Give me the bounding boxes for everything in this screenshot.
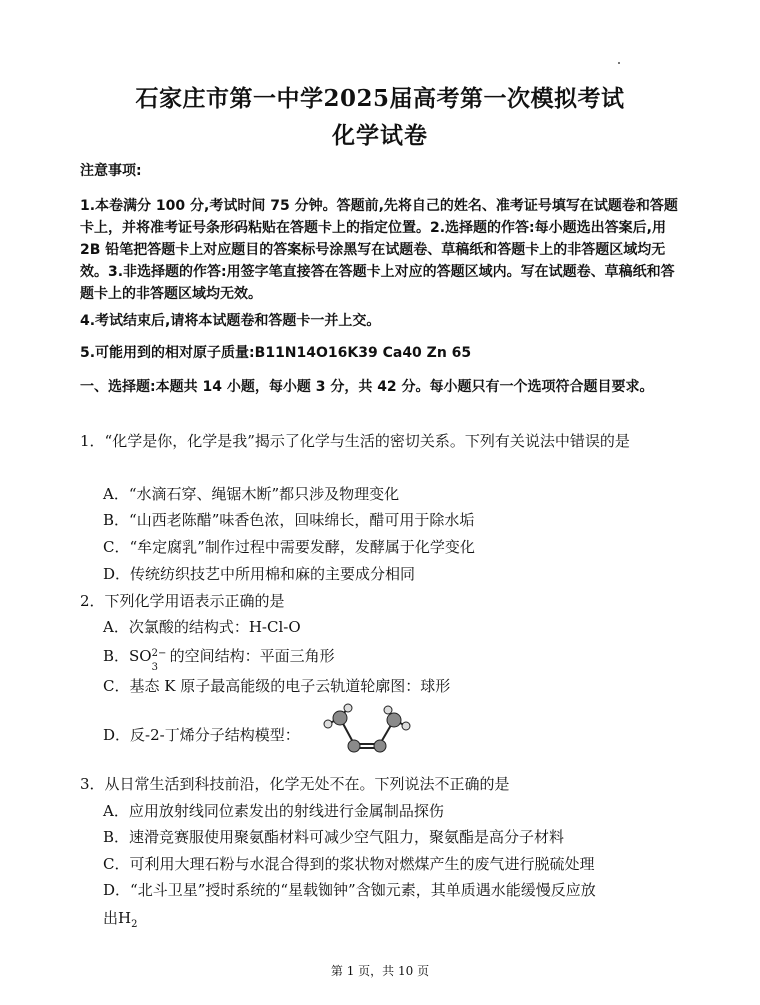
section-heading: 一、选择题:本题共 14 小题，每小题 3 分，共 42 分。每小题只有一个选项符合题目要求。 xyxy=(80,379,654,395)
hydrogen-formula: H xyxy=(118,909,132,927)
option-b-suffix: 的空间结构：平面三角形 xyxy=(169,647,335,665)
question-1-option-b: B．“山西老陈醋”味香色浓，回味绵长，醋可用于除水垢 xyxy=(103,511,475,529)
hydrogen-atom xyxy=(384,706,392,714)
exam-title: 石家庄市第一中学2025届高考第一次模拟考试 xyxy=(135,85,625,112)
page-footer: 第 1 页，共 10 页 xyxy=(330,964,430,978)
hydrogen-atom xyxy=(344,704,352,712)
question-3-option-b: B．速滑竞赛服使用聚氨酯材料可减少空气阻力，聚氨酯是高分子材料 xyxy=(103,828,565,846)
question-1-option-a: A．“水滴石穿、绳锯木断”都只涉及物理变化 xyxy=(103,485,400,503)
question-2-option-d: D．反-2-丁烯分子结构模型： xyxy=(103,726,300,744)
exam-subject: 化学试卷 xyxy=(332,122,428,149)
carbon-atom xyxy=(333,711,347,725)
carbon-atom xyxy=(374,740,386,752)
question-3-option-a: A．应用放射线同位素发出的射线进行金属制品探伤 xyxy=(103,802,444,820)
notice-heading: 注意事项: xyxy=(80,163,142,179)
notice-item-1: 1.本卷满分 100 分,考试时间 75 分钟。答题前,先将自己的姓名、准考证号填写在试题卷和答题卡上，并将准考证号条形码粘贴在答题卡上的指定位置。2.选择题的作答:每小题选出答案后,用 2B 铅笔把答题卡上对应题目的答案标号涂黑写在试题卷、草稿纸和答题卡上的非答题区域均无效。3.非选择题的作答:用签字笔直接答在答题卡上对应的答题区域内。写在试题卷、草稿纸和答题卡上的非答题区域均无效。 xyxy=(80,198,678,302)
sulfite-subscript: 3 xyxy=(151,662,158,673)
question-2-option-a: A．次氯酸的结构式：H-Cl-O xyxy=(103,618,301,636)
option-d-prefix: 出 xyxy=(103,909,119,927)
sulfite-indices xyxy=(151,648,170,673)
option-b-prefix: B． xyxy=(103,647,130,665)
question-2-option-b xyxy=(103,643,683,673)
question-1-stem: 1．“化学是你，化学是我”揭示了化学与生活的密切关系。下列有关说法中错误的是 xyxy=(80,432,630,450)
question-2-option-c: C．基态 K 原子最高能级的电子云轨道轮廓图：球形 xyxy=(103,677,451,695)
hydrogen-atom xyxy=(324,720,332,728)
question-3-option-d-continued xyxy=(103,905,683,938)
trans-2-butene-model xyxy=(318,702,418,754)
carbon-atom xyxy=(348,740,360,752)
notice-item-5: 5.可能用到的相对原子质量:B11N14O16K39 Ca40 Zn 65 xyxy=(80,345,472,361)
hydrogen-subscript: 2 xyxy=(131,919,138,930)
scan-speck xyxy=(618,62,620,64)
question-1-option-c: C．“牟定腐乳”制作过程中需要发酵，发酵属于化学变化 xyxy=(103,538,475,556)
carbon-atom xyxy=(387,713,401,727)
sulfite-charge: 2− xyxy=(151,648,167,659)
hydrogen-atom xyxy=(402,722,410,730)
question-2-stem: 2．下列化学用语表示正确的是 xyxy=(80,592,285,610)
question-3-stem: 3．从日常生活到科技前沿，化学无处不在。下列说法不正确的是 xyxy=(80,775,510,793)
sulfite-formula: SO xyxy=(129,647,152,665)
question-1-option-d: D．传统纺织技艺中所用棉和麻的主要成分相同 xyxy=(103,565,416,583)
question-3-option-c: C．可利用大理石粉与水混合得到的浆状物对燃煤产生的废气进行脱硫处理 xyxy=(103,855,595,873)
notice-item-4: 4.考试结束后,请将本试题卷和答题卡一并上交。 xyxy=(80,313,381,329)
question-3-option-d: D．“北斗卫星”授时系统的“星载铷钟”含铷元素，其单质遇水能缓慢反应放 xyxy=(103,881,596,899)
